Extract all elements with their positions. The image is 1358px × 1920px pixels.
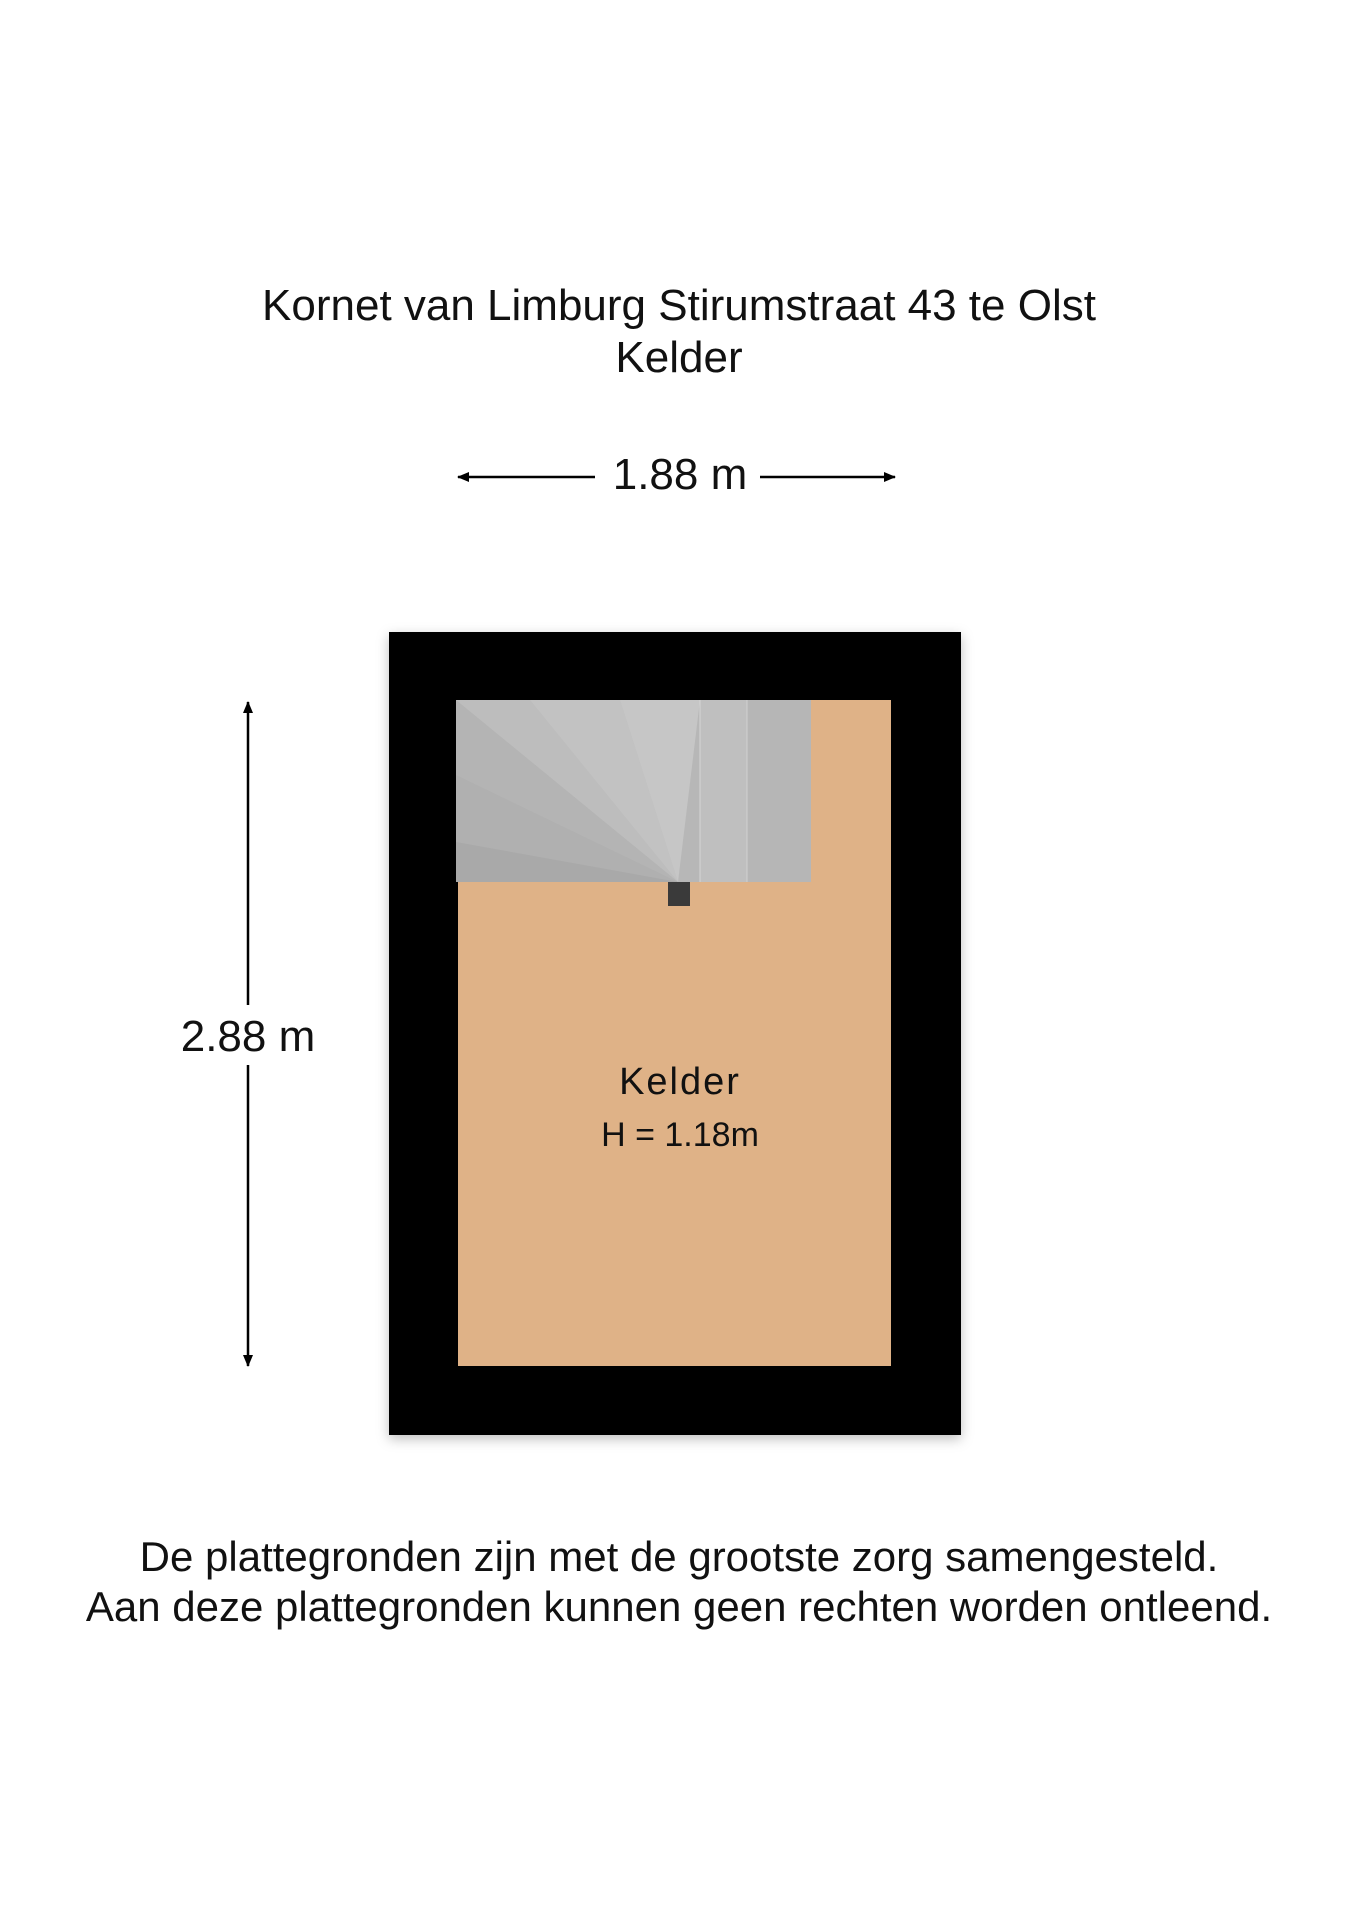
stair-step xyxy=(747,700,811,882)
staircase xyxy=(456,700,811,906)
disclaimer xyxy=(0,1532,1358,1632)
length-label: 2.88 m xyxy=(168,1012,328,1062)
width-label: 1.88 m xyxy=(600,450,760,500)
disclaimer-line-2: Aan deze plattegronden kunnen geen rechten worden ontleend. xyxy=(85,1583,1273,1630)
floor-title: Kelder xyxy=(615,333,743,382)
stair-step xyxy=(700,700,747,882)
address-title: Kornet van Limburg Stirumstraat 43 te Olst xyxy=(262,281,1096,330)
room-height: H = 1.18m xyxy=(601,1116,759,1154)
stairs-post xyxy=(668,882,690,906)
disclaimer-line-1: De plattegronden zijn met de grootste zorg samengesteld. xyxy=(139,1533,1219,1580)
room-name: Kelder xyxy=(619,1061,741,1103)
